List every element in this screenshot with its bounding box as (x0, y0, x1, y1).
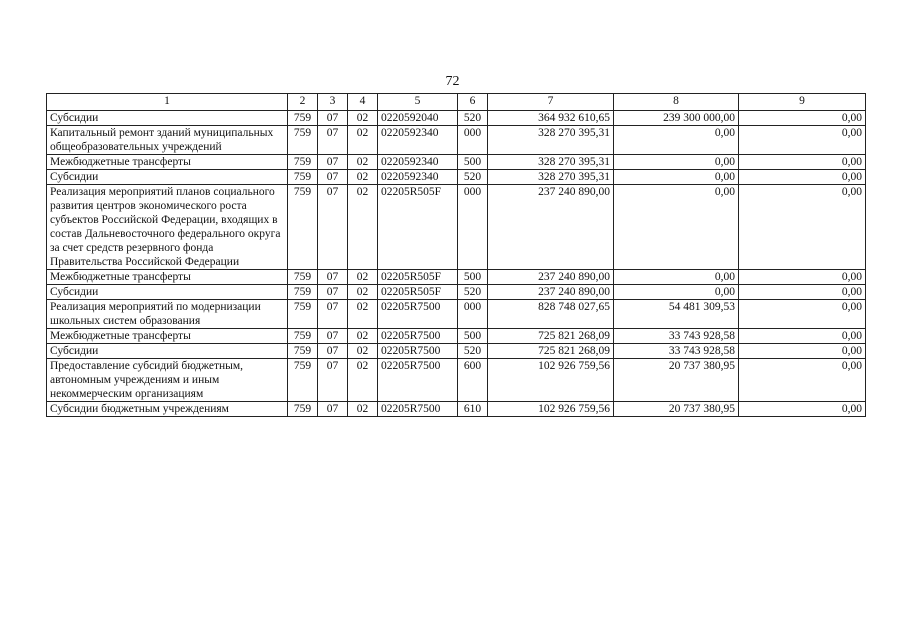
code-target: 0220592340 (378, 155, 458, 170)
code-target: 02205R505F (378, 185, 458, 270)
amount-col-8: 239 300 000,00 (614, 111, 739, 126)
code-target: 02205R505F (378, 285, 458, 300)
code-section: 07 (318, 126, 348, 155)
code-admin: 759 (288, 155, 318, 170)
table-row (47, 359, 866, 402)
code-subsection: 02 (348, 170, 378, 185)
code-subsection: 02 (348, 359, 378, 402)
item-name: Межбюджетные трансферты (47, 270, 288, 285)
code-subsection: 02 (348, 126, 378, 155)
amount-col-9: 0,00 (739, 329, 866, 344)
code-expense-type: 600 (458, 359, 488, 402)
amount-col-7: 364 932 610,65 (488, 111, 614, 126)
code-section: 07 (318, 170, 348, 185)
code-subsection: 02 (348, 185, 378, 270)
amount-col-9: 0,00 (739, 270, 866, 285)
code-admin: 759 (288, 359, 318, 402)
amount-col-8: 0,00 (614, 126, 739, 155)
code-admin: 759 (288, 402, 318, 417)
header-cell: 4 (348, 94, 378, 111)
amount-col-9: 0,00 (739, 402, 866, 417)
amount-col-9: 0,00 (739, 359, 866, 402)
code-target: 0220592040 (378, 111, 458, 126)
page-number: 72 (445, 74, 460, 89)
code-admin: 759 (288, 185, 318, 270)
header-cell: 7 (488, 94, 614, 111)
amount-col-7: 328 270 395,31 (488, 155, 614, 170)
amount-col-7: 237 240 890,00 (488, 185, 614, 270)
item-name: Субсидии бюджетным учреждениям (47, 402, 288, 417)
code-expense-type: 500 (458, 155, 488, 170)
amount-col-7: 102 926 759,56 (488, 359, 614, 402)
code-section: 07 (318, 185, 348, 270)
table-row (47, 344, 866, 359)
code-section: 07 (318, 329, 348, 344)
code-section: 07 (318, 270, 348, 285)
header-cell: 2 (288, 94, 318, 111)
table-row (47, 126, 866, 155)
code-admin: 759 (288, 344, 318, 359)
amount-col-8: 0,00 (614, 155, 739, 170)
amount-col-8: 20 737 380,95 (614, 359, 739, 402)
amount-col-9: 0,00 (739, 170, 866, 185)
table-row (47, 402, 866, 417)
amount-col-9: 0,00 (739, 111, 866, 126)
amount-col-9: 0,00 (739, 126, 866, 155)
header-cell: 9 (739, 94, 866, 111)
table-row (47, 270, 866, 285)
item-name: Предоставление субсидий бюджетным, автономным учреждениям и иным некоммерческим организациям (47, 359, 288, 402)
amount-col-8: 20 737 380,95 (614, 402, 739, 417)
header-row (47, 94, 866, 111)
table-row (47, 300, 866, 329)
amount-col-7: 828 748 027,65 (488, 300, 614, 329)
code-expense-type: 500 (458, 270, 488, 285)
code-expense-type: 000 (458, 185, 488, 270)
code-expense-type: 000 (458, 300, 488, 329)
amount-col-8: 33 743 928,58 (614, 329, 739, 344)
item-name: Реализация мероприятий планов социального развития центров экономического роста субъектов Российской Федерации, входящих в состав Дальневосточного федерального округа за счет средств резервного фонда Правительства Российской Федерации (47, 185, 288, 270)
code-section: 07 (318, 359, 348, 402)
amount-col-7: 237 240 890,00 (488, 270, 614, 285)
item-name: Реализация мероприятий по модернизации школьных систем образования (47, 300, 288, 329)
code-target: 02205R7500 (378, 329, 458, 344)
item-name: Межбюджетные трансферты (47, 329, 288, 344)
code-admin: 759 (288, 285, 318, 300)
table-row (47, 155, 866, 170)
code-expense-type: 610 (458, 402, 488, 417)
code-section: 07 (318, 285, 348, 300)
amount-col-9: 0,00 (739, 185, 866, 270)
code-subsection: 02 (348, 155, 378, 170)
amount-col-7: 328 270 395,31 (488, 126, 614, 155)
amount-col-8: 0,00 (614, 170, 739, 185)
code-section: 07 (318, 344, 348, 359)
item-name: Субсидии (47, 285, 288, 300)
header-cell: 3 (318, 94, 348, 111)
amount-col-9: 0,00 (739, 300, 866, 329)
code-subsection: 02 (348, 270, 378, 285)
budget-table (46, 93, 866, 417)
header-cell: 6 (458, 94, 488, 111)
amount-col-9: 0,00 (739, 285, 866, 300)
code-section: 07 (318, 402, 348, 417)
code-expense-type: 520 (458, 285, 488, 300)
item-name: Межбюджетные трансферты (47, 155, 288, 170)
amount-col-8: 0,00 (614, 285, 739, 300)
table-row (47, 111, 866, 126)
amount-col-8: 33 743 928,58 (614, 344, 739, 359)
code-section: 07 (318, 111, 348, 126)
code-admin: 759 (288, 111, 318, 126)
table-row (47, 185, 866, 270)
table-row (47, 329, 866, 344)
amount-col-8: 0,00 (614, 185, 739, 270)
code-section: 07 (318, 155, 348, 170)
amount-col-7: 237 240 890,00 (488, 285, 614, 300)
code-section: 07 (318, 300, 348, 329)
item-name: Субсидии (47, 170, 288, 185)
code-target: 02205R7500 (378, 344, 458, 359)
table-row (47, 170, 866, 185)
code-expense-type: 500 (458, 329, 488, 344)
amount-col-8: 0,00 (614, 270, 739, 285)
code-target: 0220592340 (378, 170, 458, 185)
code-expense-type: 520 (458, 170, 488, 185)
item-name: Субсидии (47, 111, 288, 126)
amount-col-8: 54 481 309,53 (614, 300, 739, 329)
item-name: Капитальный ремонт зданий муниципальных общеобразовательных учреждений (47, 126, 288, 155)
code-expense-type: 000 (458, 126, 488, 155)
code-admin: 759 (288, 300, 318, 329)
header-cell: 8 (614, 94, 739, 111)
amount-col-9: 0,00 (739, 155, 866, 170)
amount-col-7: 725 821 268,09 (488, 329, 614, 344)
code-subsection: 02 (348, 344, 378, 359)
code-subsection: 02 (348, 402, 378, 417)
item-name: Субсидии (47, 344, 288, 359)
code-subsection: 02 (348, 285, 378, 300)
header-cell: 5 (378, 94, 458, 111)
code-target: 02205R7500 (378, 359, 458, 402)
amount-col-7: 102 926 759,56 (488, 402, 614, 417)
code-admin: 759 (288, 170, 318, 185)
code-admin: 759 (288, 329, 318, 344)
code-target: 0220592340 (378, 126, 458, 155)
code-admin: 759 (288, 126, 318, 155)
code-admin: 759 (288, 270, 318, 285)
code-subsection: 02 (348, 329, 378, 344)
code-expense-type: 520 (458, 344, 488, 359)
code-target: 02205R505F (378, 270, 458, 285)
amount-col-7: 725 821 268,09 (488, 344, 614, 359)
code-subsection: 02 (348, 111, 378, 126)
amount-col-9: 0,00 (739, 344, 866, 359)
code-expense-type: 520 (458, 111, 488, 126)
table-row (47, 285, 866, 300)
code-target: 02205R7500 (378, 300, 458, 329)
header-cell: 1 (47, 94, 288, 111)
code-target: 02205R7500 (378, 402, 458, 417)
amount-col-7: 328 270 395,31 (488, 170, 614, 185)
code-subsection: 02 (348, 300, 378, 329)
